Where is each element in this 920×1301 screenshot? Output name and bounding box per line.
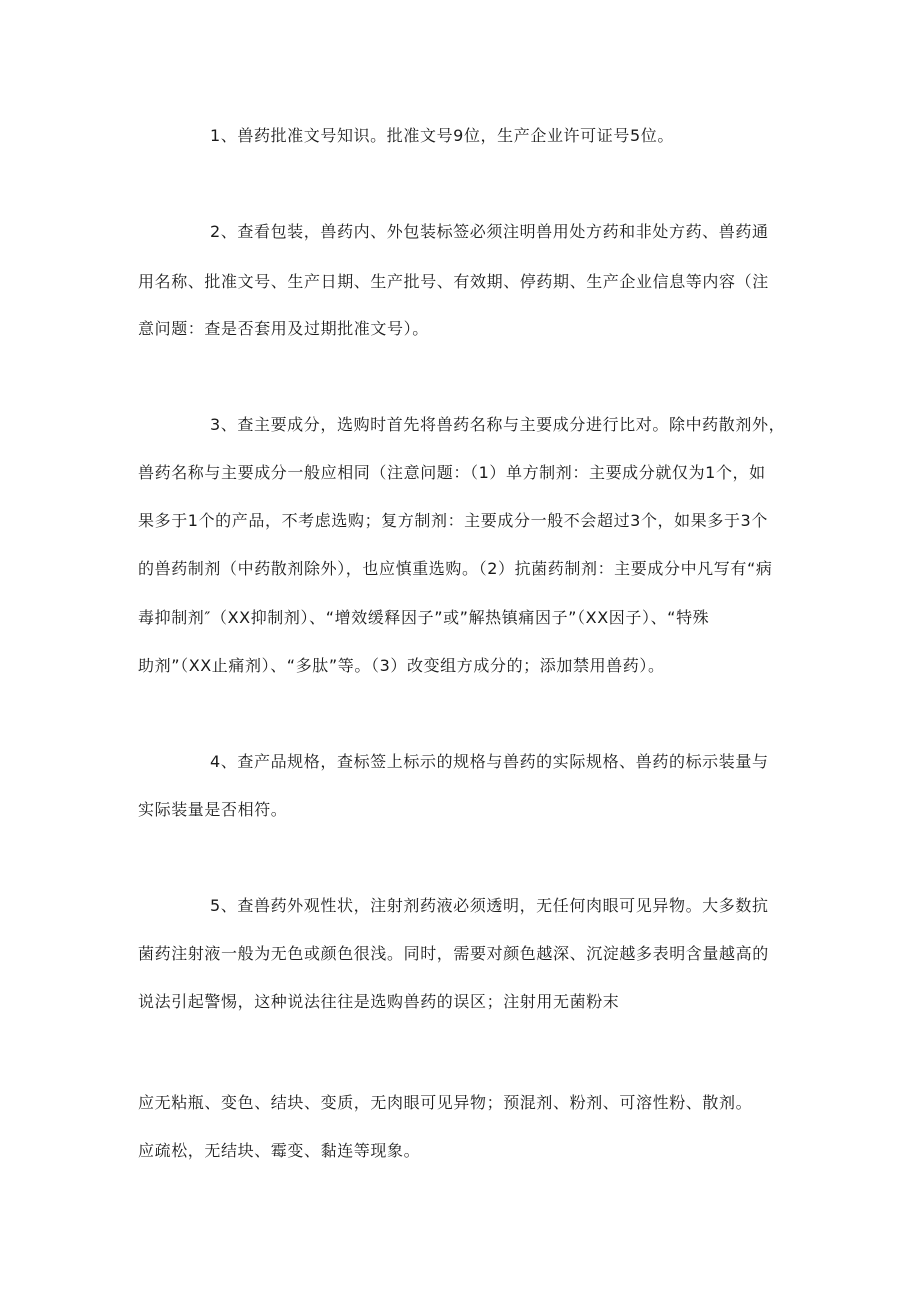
paragraph-4-line-2: 实际装量是否相符。 bbox=[138, 800, 288, 819]
paragraph-3-line-3: 果多于1个的产品，不考虑选购；复方制剂：主要成分一般不会超过3个，如果多于3个 bbox=[138, 511, 768, 530]
paragraph-3-line-1: 3、查主要成分，选购时首先将兽药名称与主要成分进行比对。除中药散剂外， bbox=[210, 415, 786, 434]
paragraph-3-line-6: 助剂”（XX止痛剂）、“多肽”等。（3）改变组方成分的；添加禁用兽药）。 bbox=[138, 656, 665, 675]
paragraph-2-line-3: 意问题：查是否套用及过期批准文号）。 bbox=[138, 319, 429, 338]
paragraph-3-line-5: 毒抑制剂″（XX抑制剂）、“增效缓释因子”或”解热镇痛因子”（XX因子）、“特殊 bbox=[138, 608, 710, 627]
paragraph-6-line-1: 应无粘瓶、变色、结块、变质，无肉眼可见异物；预混剂、粉剂、可溶性粉、散剂。 bbox=[138, 1093, 753, 1112]
paragraph-5-line-2: 菌药注射液一般为无色或颜色很浅。同时，需要对颜色越深、沉淀越多表明含量越高的 bbox=[138, 944, 769, 963]
paragraph-1-line-1: 1、兽药批准文号知识。批准文号9位，生产企业许可证号5位。 bbox=[210, 126, 674, 145]
paragraph-6-line-2: 应疏松，无结块、霉变、黏连等现象。 bbox=[138, 1141, 421, 1160]
paragraph-5-line-3: 说法引起警惕，这种说法往往是选购兽药的误区；注射用无菌粉末 bbox=[138, 992, 620, 1011]
paragraph-3-line-2: 兽药名称与主要成分一般应相同（注意问题：（1）单方制剂：主要成分就仅为1个，如 bbox=[138, 463, 766, 482]
paragraph-2-line-2: 用名称、批准文号、生产日期、生产批号、有效期、停药期、生产企业信息等内容（注 bbox=[138, 272, 769, 291]
paragraph-4-line-1: 4、查产品规格，查标签上标示的规格与兽药的实际规格、兽药的标示装量与 bbox=[210, 752, 769, 771]
paragraph-3-line-4: 的兽药制剂（中药散剂除外），也应慎重选购。（2）抗菌药制剂：主要成分中凡写有“病 bbox=[138, 559, 773, 578]
paragraph-2-line-1: 2、查看包装，兽药内、外包装标签必须注明兽用处方药和非处方药、兽药通 bbox=[210, 222, 769, 241]
paragraph-5-line-1: 5、查兽药外观性状，注射剂药液必须透明，无任何肉眼可见异物。大多数抗 bbox=[210, 896, 769, 915]
